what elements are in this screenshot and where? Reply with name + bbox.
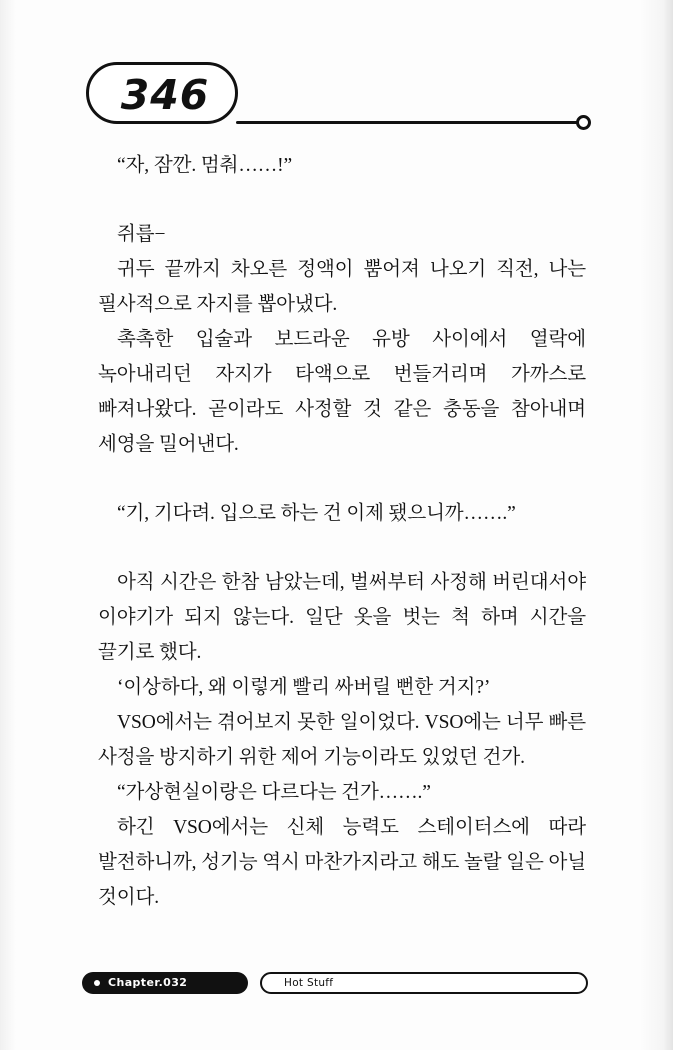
footer-chapter-label: Chapter.032 bbox=[108, 976, 188, 989]
paragraph-sfx: 쥐릅− bbox=[117, 224, 166, 245]
footer-section-title: Hot Stuff bbox=[284, 977, 334, 989]
paragraph-dialogue-3: “가상현실이랑은 다르다는 건가…….” bbox=[117, 782, 431, 803]
page-number: 346 bbox=[120, 71, 210, 119]
paragraph-narration-3: 아직 시간은 한참 남았는데, 벌써부터 사정해 버린대서야 이야기가 되지 않는다. 일단 옷을 벗는 척 하며 시간을 끌기로 했다. bbox=[98, 572, 586, 663]
page-number-bubble bbox=[86, 62, 238, 124]
page-body bbox=[98, 148, 586, 915]
footer-chapter-badge bbox=[82, 972, 248, 994]
paragraph-narration-1: 귀두 끝까지 차오른 정액이 뿜어져 나오기 직전, 나는 필사적으로 자지를 뽑아냈다. bbox=[98, 259, 586, 315]
paragraph-spacer bbox=[98, 183, 586, 217]
bullet-dot-icon bbox=[94, 980, 100, 986]
paragraph-dialogue-1: “자, 잠깐. 멈춰……!” bbox=[117, 155, 293, 176]
paragraph-narration-2: 촉촉한 입술과 보드라운 유방 사이에서 열락에 녹아내리던 자지가 타액으로 번들거리며 가까스로 빠져나왔다. 곧이라도 사정할 것 같은 충동을 참아내며 세영을 밀어낸다. bbox=[98, 329, 586, 455]
page-header bbox=[0, 62, 673, 140]
paragraph-inner-thought: ‘이상하다, 왜 이렇게 빨리 싸버릴 뻔한 거지?’ bbox=[117, 677, 491, 698]
paragraph-dialogue-2: “기, 기다려. 입으로 하는 건 이제 됐으니까…….” bbox=[117, 503, 516, 524]
footer-title-pill bbox=[260, 972, 588, 994]
paragraph-narration-4: VSO에서는 겪어보지 못한 일이었다. VSO에는 너무 빠른 사정을 방지하기 위한 제어 기능이라도 있었던 건가. bbox=[98, 712, 586, 768]
page-footer bbox=[82, 972, 588, 996]
paragraph-narration-5: 하긴 VSO에서는 신체 능력도 스테이터스에 따라 발전하니까, 성기능 역시 마찬가지라고 해도 놀랄 일은 아닐 것이다. bbox=[98, 817, 586, 908]
paragraph-spacer bbox=[98, 462, 586, 496]
header-rule-line bbox=[236, 121, 582, 124]
paragraph-spacer bbox=[98, 531, 586, 565]
